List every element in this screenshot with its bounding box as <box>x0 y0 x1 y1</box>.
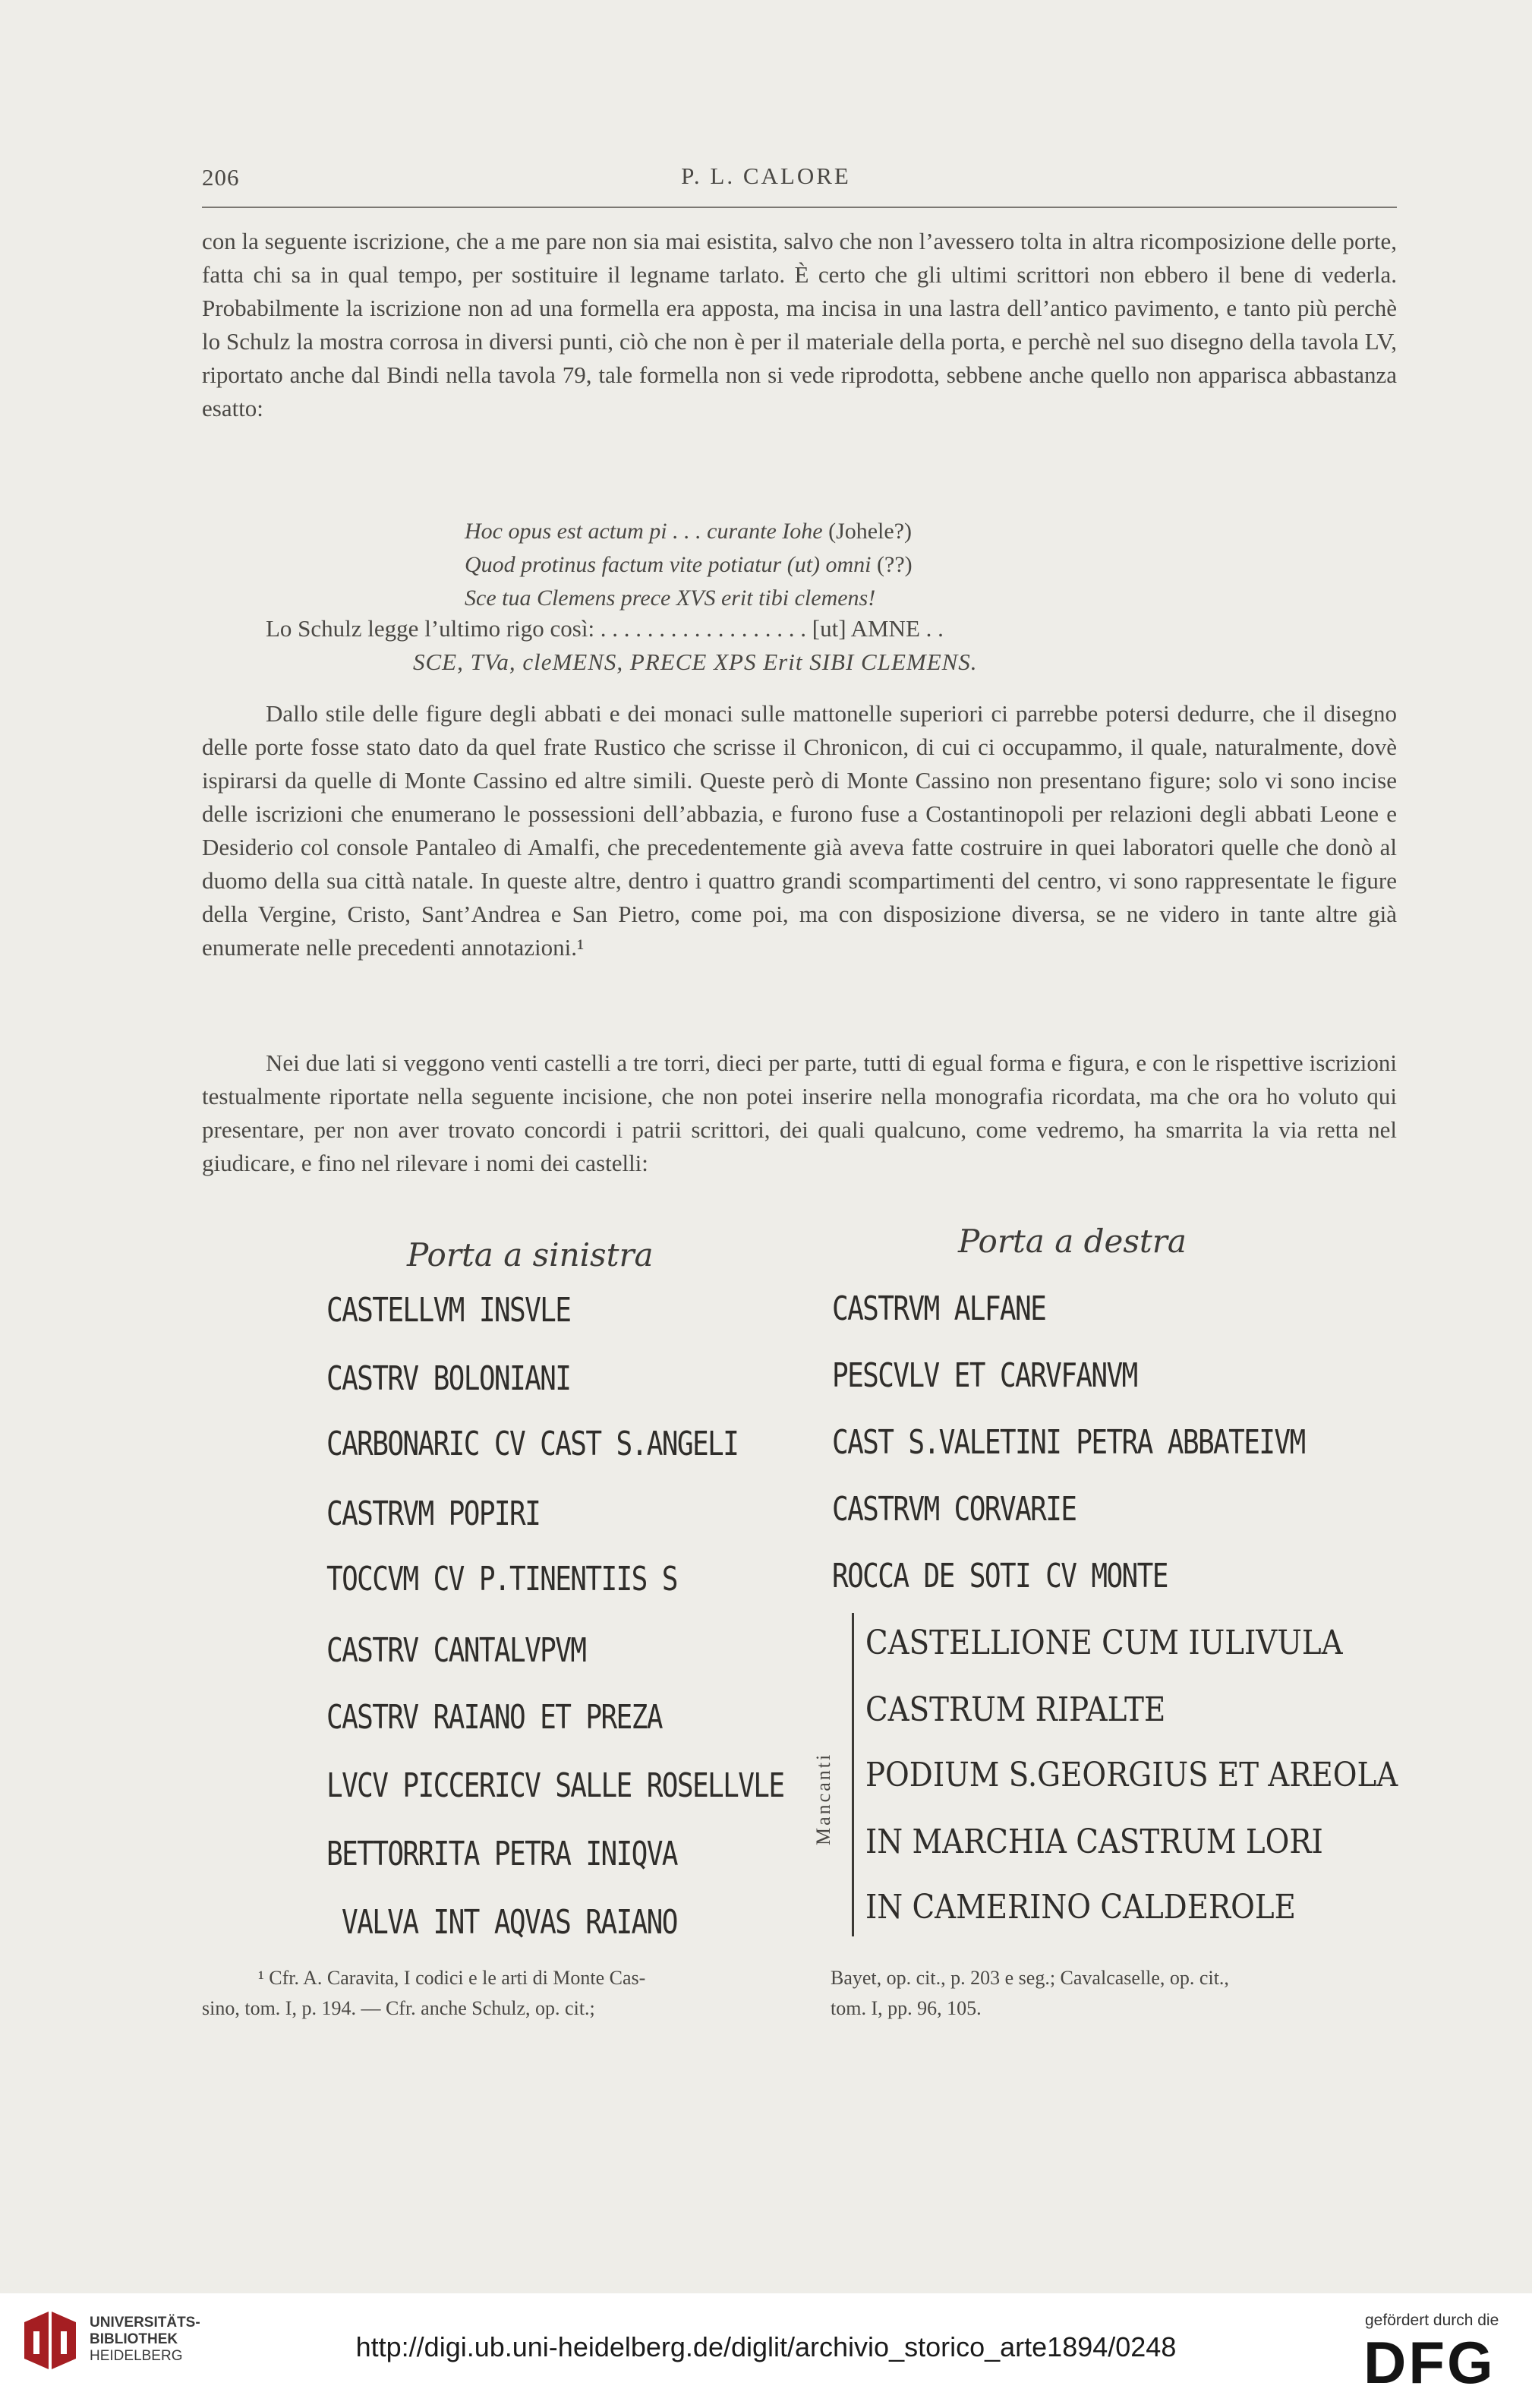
funded-by-label: gefördert durch die <box>1365 2312 1499 2329</box>
running-title: P. L. CALORE <box>681 163 851 189</box>
right-inscription-2: PESCVLV ET CARVFANVM <box>832 1356 1137 1395</box>
left-inscription-7: CASTRV RAIANO ET PREZA <box>326 1698 662 1737</box>
missing-inscription-4: IN MARCHIA CASTRUM LORI <box>865 1823 1323 1861</box>
footnote-left-line-1: ¹ Cfr. A. Caravita, I codici e le arti di Monte Cas- <box>258 1967 646 1989</box>
right-inscription-4: CASTRVM CORVARIE <box>832 1490 1076 1529</box>
page-number: 206 <box>202 164 240 191</box>
library-line-3: HEIDELBERG <box>90 2348 183 2364</box>
schulz-reading-line-1: Lo Schulz legge l’ultimo rigo così: . . . . . . . . . . . . . . . . . . [ut] AMNE . . <box>266 615 944 642</box>
left-inscription-5: TOCCVM CV P.TINENTIIS S <box>326 1560 677 1598</box>
quote-line-1-note: (Johele?) <box>822 519 913 544</box>
left-inscription-3: CARBONARIC CV CAST S.ANGELI <box>326 1425 739 1463</box>
missing-inscription-2: CASTRUM RIPALTE <box>865 1690 1166 1729</box>
paragraph-1 <box>202 225 1397 425</box>
right-inscription-1: CASTRVM ALFANE <box>832 1289 1046 1328</box>
footnote-left-line-2: sino, tom. I, p. 194. — Cfr. anche Schulz, op. cit.; <box>202 1997 595 2019</box>
missing-group-bracket <box>852 1613 854 1936</box>
missing-inscription-3: PODIUM S.GEORGIUS ET AREOLA <box>865 1756 1398 1794</box>
quote-line-2-note: (??) <box>871 552 913 577</box>
left-inscription-4: CASTRVM POPIRI <box>326 1494 541 1533</box>
mancanti-label: Mancanti <box>812 1752 834 1845</box>
left-inscription-10: VALVA INT AQVAS RAIANO <box>342 1903 677 1942</box>
library-line-2: BIBLIOTHEK <box>90 2331 178 2347</box>
missing-inscription-5: IN CAMERINO CALDEROLE <box>865 1888 1296 1927</box>
left-inscription-6: CASTRV CANTALVPVM <box>326 1631 586 1670</box>
left-inscription-2: CASTRV BOLONIANI <box>326 1359 571 1398</box>
footnote-right-line-2: tom. I, pp. 96, 105. <box>831 1997 982 2019</box>
right-inscription-5: ROCCA DE SOTI CV MONTE <box>832 1557 1168 1595</box>
left-inscription-9: BETTORRITA PETRA INIQVA <box>326 1835 677 1873</box>
schulz-reading-line-2: SCE, TVa, cleMENS, PRECE XPS Erit SIBI CLEMENS. <box>413 649 978 675</box>
left-inscription-8: LVCV PICCERICV SALLE ROSELLVLE <box>326 1766 784 1805</box>
source-url-link[interactable]: http://digi.ub.uni-heidelberg.de/diglit/archivio_storico_arte1894/0248 <box>355 2331 1177 2362</box>
right-inscription-3: CAST S.VALETINI PETRA ABBATEIVM <box>832 1423 1305 1462</box>
right-door-title: Porta a destra <box>958 1223 1187 1260</box>
paragraph-2 <box>202 697 1397 964</box>
quoted-inscription <box>465 515 913 615</box>
quote-line-3: Sce tua Clemens prece XVS erit tibi clemens! <box>465 585 876 611</box>
left-door-title: Porta a sinistra <box>407 1236 654 1273</box>
footnote-right-line-1: Bayet, op. cit., p. 203 e seg.; Cavalcaselle, op. cit., <box>831 1967 1229 1989</box>
quote-line-2: Quod protinus factum vite potiatur (ut) omni <box>465 552 872 577</box>
paragraph-3 <box>202 1046 1397 1180</box>
dfg-logo: DFG <box>1363 2329 1496 2396</box>
paragraph-3-text: Nei due lati si veggono venti castelli a tre torri, dieci per parte, tutti di egual forma e figura, e con le rispettive iscrizioni testualmente riportate nella seguente incisione, che non potei inserire nella monografia ricordata, ma che ora ho voluto qui presentare, per non aver trovato concordi i patrii scrittori, dei quali qualcuno, come vedremo, ha smarrita la via retta nel giudicare, e fino nel rilevare i nomi dei castelli: <box>202 1049 1397 1176</box>
quote-line-1: Hoc opus est actum pi . . . curante Iohe <box>465 519 823 544</box>
left-inscription-1: CASTELLVM INSVLE <box>326 1291 571 1330</box>
header-rule <box>202 207 1397 208</box>
paragraph-1-text: con la seguente iscrizione, che a me pare non sia mai esistita, salvo che non l’avessero tolta in altra ricomposizione delle porte, fatta chi sa in qual tempo, per sostituire il legname tarlato. È certo che gli ultimi scrittori non ebbero il bene di vederla. Probabilmente la iscrizione non ad una formella era apposta, ma incisa in una lastra dell’antico pavimento, e tanto più perchè lo Schulz la mostra corrosa in diversi punti, ciò che non è per il materiale della porta, e perchè nel suo disegno della tavola LV, riportato anche dal Bindi nella tavola 79, tale formella non si vede riprodotta, sebbene anche quello non apparisca abbastanza esatto: <box>202 228 1397 421</box>
paragraph-2-text: Dallo stile delle figure degli abbati e dei monaci sulle mattonelle superiori ci parrebbe potersi dedurre, che il disegno delle porte fosse stato dato da quel frate Rustico che scrisse il Chronicon, di cui ci occupammo, il quale, naturalmente, dovè ispirarsi da quelle di Monte Cassino ed altre simili. Queste però di Monte Cassino non presentano figure; solo vi sono incise delle iscrizioni che enumerano le possessioni dell’abbazia, e furono fuse a Costantinopoli per relazioni degli abbati Leone e Desiderio col console Pantaleo di Amalfi, che precedentemente già aveva fatte costruire in quei laboratori quelle che donò al duomo della sua città natale. In queste altre, dentro i quattro grandi scompartimenti del centro, vi sono rappresentate le figure della Vergine, Cristo, Sant’Andrea e San Pietro, come poi, ma con disposizione diversa, se ne videro in tante altre già enumerate nelle precedenti annotazioni.¹ <box>202 700 1397 961</box>
missing-inscription-1: CASTELLIONE CUM IULIVULA <box>865 1624 1343 1662</box>
library-line-1: UNIVERSITÄTS- <box>90 2315 200 2331</box>
